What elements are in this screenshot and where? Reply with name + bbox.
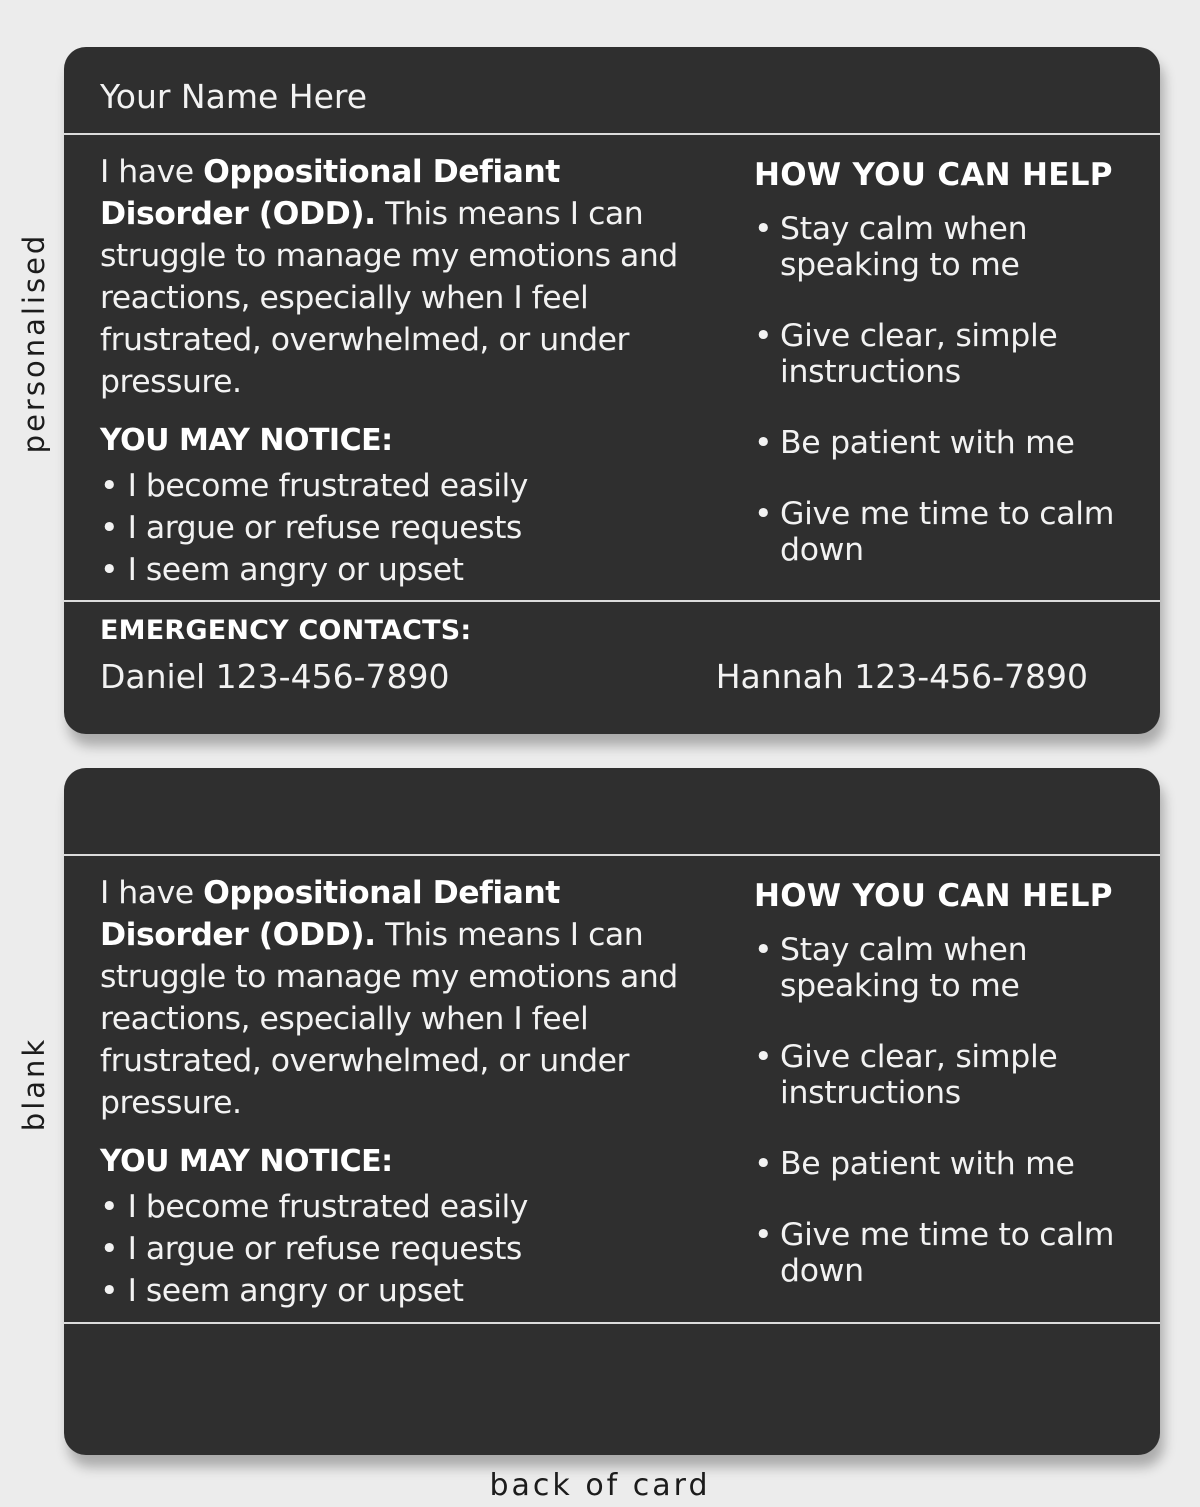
notice-item: • I seem angry or upset <box>100 549 528 591</box>
notice-item: • I become frustrated easily <box>100 465 528 507</box>
intro-description: This means I can struggle to manage my emotions and reactions, especially when I feel frustrated, overwhelmed, or under pressure. <box>100 196 678 400</box>
top-divider <box>64 133 1160 135</box>
notice-item: • I seem angry or upset <box>100 1270 528 1312</box>
help-item: • Be patient with me <box>754 1146 1134 1182</box>
notice-item: • I become frustrated easily <box>100 1186 528 1228</box>
label-personalised: personalised <box>17 232 51 454</box>
intro-prefix: I have <box>100 875 204 911</box>
intro-condition: Oppositional Defiant Disorder (ODD). <box>100 875 560 953</box>
notice-list <box>100 465 528 591</box>
notice-item: • I argue or refuse requests <box>100 507 528 549</box>
bottom-divider <box>64 1322 1160 1324</box>
help-list <box>754 211 1134 603</box>
notice-list <box>100 1186 528 1312</box>
intro-text <box>100 151 700 403</box>
intro-text <box>100 872 700 1124</box>
help-item: • Give clear, simple instructions <box>754 318 1134 390</box>
caption: back of card <box>489 1468 711 1503</box>
card-name: Your Name Here <box>100 77 368 116</box>
notice-title: YOU MAY NOTICE: <box>100 423 393 458</box>
bottom-divider <box>64 600 1160 602</box>
help-item: • Give clear, simple instructions <box>754 1039 1134 1111</box>
emergency-title: EMERGENCY CONTACTS: <box>100 615 472 646</box>
help-title: HOW YOU CAN HELP <box>754 878 1113 914</box>
top-divider <box>64 854 1160 856</box>
intro-condition: Oppositional Defiant Disorder (ODD). <box>100 154 560 232</box>
intro-prefix: I have <box>100 154 204 190</box>
blank-card <box>64 768 1160 1455</box>
notice-item: • I argue or refuse requests <box>100 1228 528 1270</box>
intro-description: This means I can struggle to manage my emotions and reactions, especially when I feel frustrated, overwhelmed, or under pressure. <box>100 917 678 1121</box>
help-item: • Be patient with me <box>754 425 1134 461</box>
help-item: • Give me time to calm down <box>754 1217 1134 1289</box>
contact-2: Hannah 123-456-7890 <box>715 657 1088 696</box>
personalised-card <box>64 47 1160 734</box>
contact-1: Daniel 123-456-7890 <box>100 657 450 696</box>
label-blank: blank <box>17 1036 51 1132</box>
help-item: • Stay calm when speaking to me <box>754 211 1134 283</box>
help-title: HOW YOU CAN HELP <box>754 157 1113 193</box>
help-list <box>754 932 1134 1324</box>
notice-title: YOU MAY NOTICE: <box>100 1144 393 1179</box>
help-item: • Give me time to calm down <box>754 496 1134 568</box>
help-item: • Stay calm when speaking to me <box>754 932 1134 1004</box>
